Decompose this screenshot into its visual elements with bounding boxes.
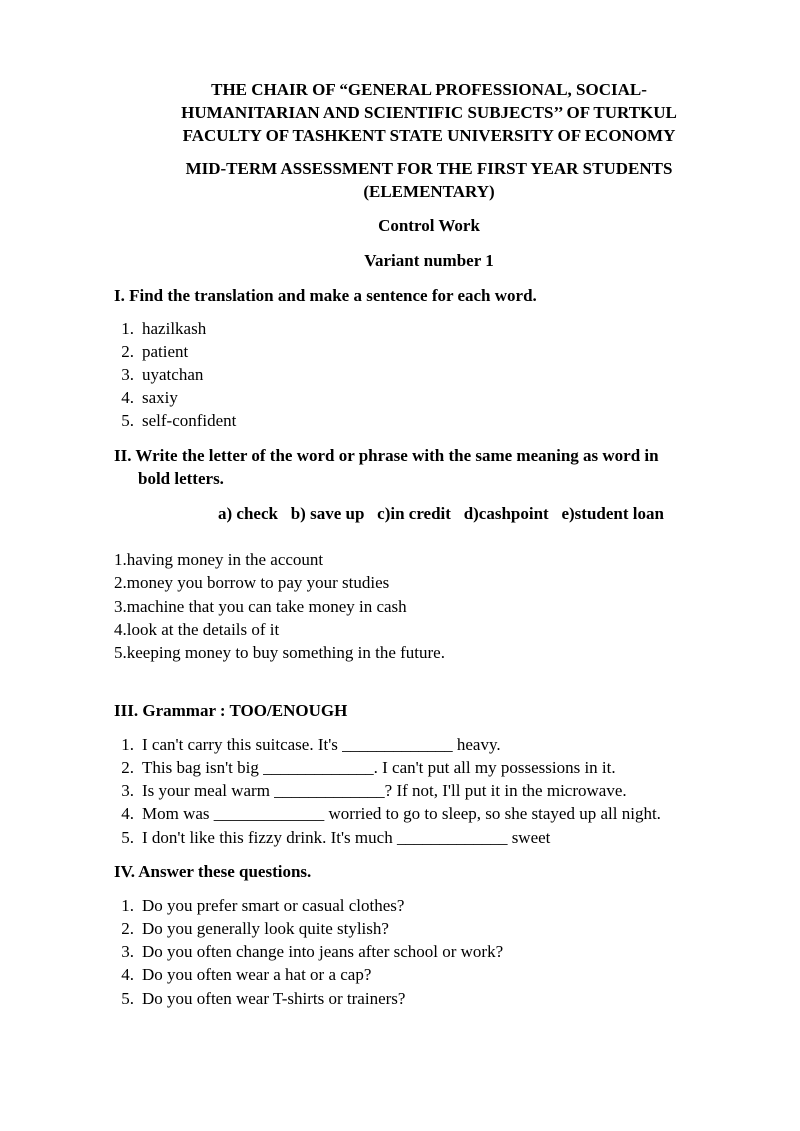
list-item: 1. Do you prefer smart or casual clothes?	[121, 896, 405, 915]
list-item: 5. I don't like this fizzy drink. It's much _____________ sweet	[121, 828, 551, 847]
control-work-title: Control Work	[378, 216, 480, 235]
list-item: 1.having money in the account	[114, 550, 324, 569]
section-3-title: III. Grammar : TOO/ENOUGH	[114, 701, 348, 720]
header-line-3: FACULTY OF TASHKENT STATE UNIVERSITY OF ECONOMY	[182, 126, 676, 145]
list-item: 3. Do you often change into jeans after school or work?	[121, 942, 504, 961]
list-item: 1. hazilkash	[121, 319, 207, 338]
list-item: 2.money you borrow to pay your studies	[114, 573, 390, 592]
list-item: 3. Is your meal warm _____________? If not, I'll put it in the microwave.	[121, 781, 627, 800]
list-item: 4.look at the details of it	[114, 620, 280, 639]
assessment-level: (ELEMENTARY)	[363, 182, 495, 201]
list-item: 2. This bag isn't big _____________. I can't put all my possessions in it.	[121, 758, 616, 777]
list-item: 5. Do you often wear T-shirts or trainers?	[121, 989, 406, 1008]
list-item: 3. uyatchan	[121, 365, 204, 384]
list-item: 4. Mom was _____________ worried to go to sleep, so she stayed up all night.	[121, 804, 661, 823]
list-item: 4. Do you often wear a hat or a cap?	[121, 965, 372, 984]
list-item: 1. I can't carry this suitcase. It's _____________ heavy.	[121, 735, 501, 754]
list-item: 2. Do you generally look quite stylish?	[121, 919, 389, 938]
variant-number: Variant number 1	[364, 251, 494, 270]
list-item: 4. saxiy	[121, 388, 178, 407]
section-2-title-line-2: bold letters.	[138, 469, 224, 488]
header-line-1: THE CHAIR OF “GENERAL PROFESSIONAL, SOCIAL-	[211, 80, 647, 99]
list-item: 5.keeping money to buy something in the future.	[114, 643, 445, 662]
answer-options: a) check b) save up c)in credit d)cashpoint e)student loan	[218, 504, 664, 523]
list-item: 3.machine that you can take money in cash	[114, 597, 407, 616]
section-1-title: I. Find the translation and make a sentence for each word.	[114, 286, 537, 305]
section-4-title: IV. Answer these questions.	[114, 862, 312, 881]
list-item: 2. patient	[121, 342, 189, 361]
list-item: 5. self-confident	[121, 411, 237, 430]
section-2-title-line-1: II. Write the letter of the word or phrase with the same meaning as word in	[114, 446, 659, 465]
header-line-2: HUMANITARIAN AND SCIENTIFIC SUBJECTS’’ OF TURTKUL	[181, 103, 677, 122]
assessment-title: MID-TERM ASSESSMENT FOR THE FIRST YEAR STUDENTS	[185, 159, 673, 178]
